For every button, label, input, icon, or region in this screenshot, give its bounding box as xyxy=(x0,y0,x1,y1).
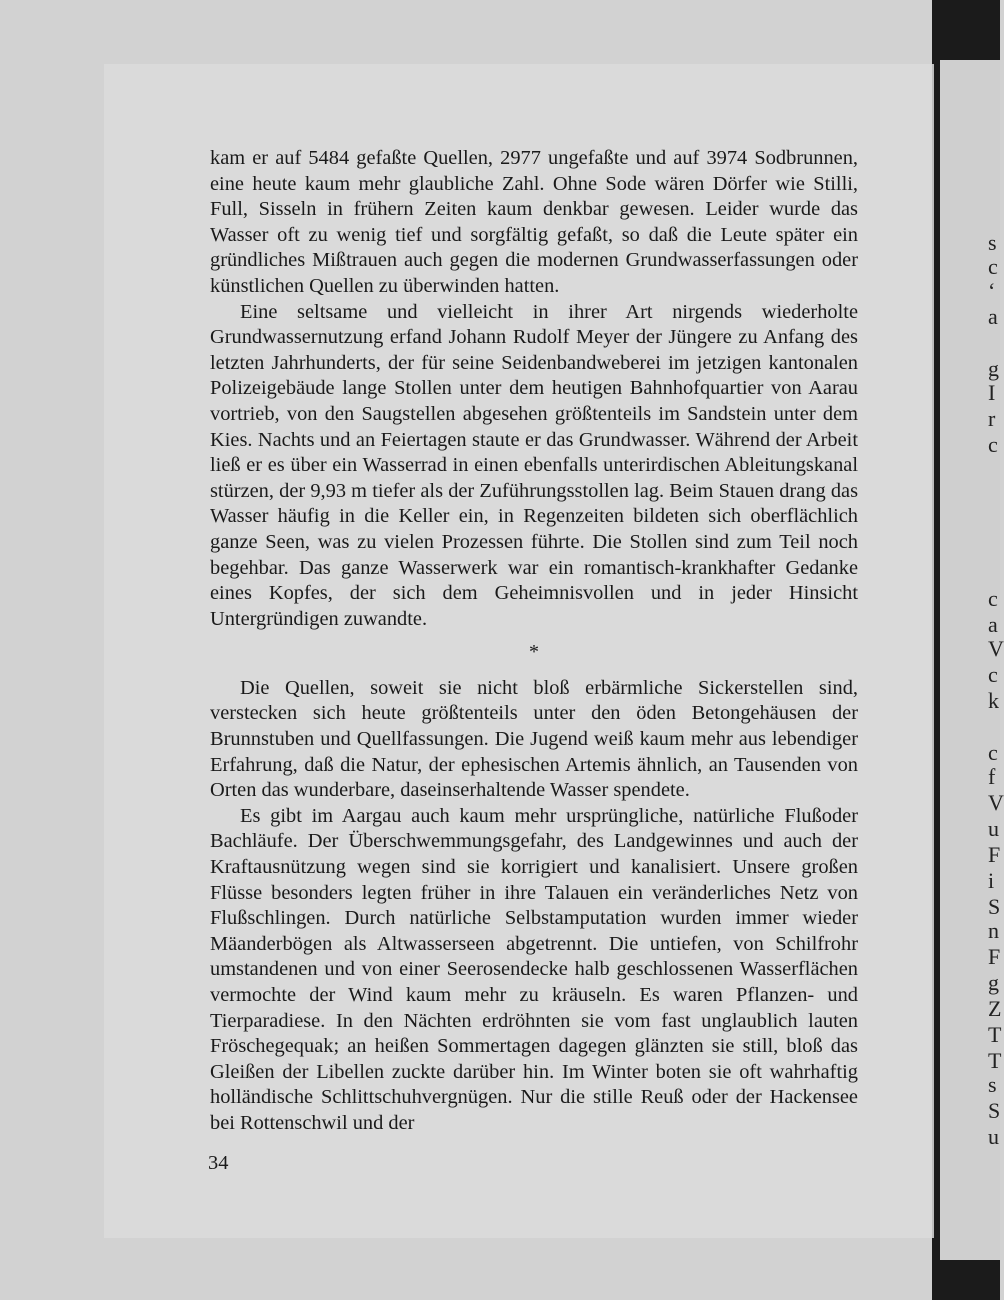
facing-page-letter: g xyxy=(988,356,999,381)
facing-page-letter: r xyxy=(988,406,996,431)
book-page xyxy=(104,64,934,1238)
facing-page-letter: c xyxy=(988,586,998,611)
page-number: 34 xyxy=(208,1152,229,1174)
facing-page-letter: u xyxy=(988,816,999,841)
section-separator: * xyxy=(529,641,539,664)
facing-page-letter: V xyxy=(988,790,1004,815)
facing-page-letter: F xyxy=(988,842,1001,867)
paragraph-rivers: Es gibt im Aargau auch kaum mehr ursprüngliche, natürliche Flußoder Bachläufe. Der Überschwemmungsgefahr, des Landgewinnes und auch der Kraftausnützung wegen sind sie korrigiert und kanalisiert. Unsere großen Flüsse besonders legten früher in ihre Talauen ein veränderliches Netz von Flußschlingen. Durch natürliche Selbstamputation wurden immer wieder Mäanderbögen als Altwasserseen abgetrennt. Die untiefen, von Schilfrohr umstandenen und von einer Seerosendecke halb geschlossenen Wasserflächen vermochte der Wind kaum mehr zu kräuseln. Es waren Pflanzen- und Tierparadiese. In den Nächten erdröhnten sie vom fast unglaublich lauten Fröschegequak; an heißen Sommertagen dagegen glänzten sie still, bloß das Gleißen der Libellen zuckte darüber hin. Im Winter boten sie oft wahrhaftig holländische Schlittschuhvergnügen. Nur die stille Reuß oder der Hackensee bei Rottenschwil und der xyxy=(210,804,858,1134)
facing-page-letter: g xyxy=(988,970,999,995)
facing-page-letter: c xyxy=(988,254,998,279)
paragraph-springs: Die Quellen, soweit sie nicht bloß erbärmliche Sickerstellen sind, verstecken sich heute größtenteils unter den öden Betongehäusen der Brunnstuben und Quellfassungen. Die Jugend weiß kaum mehr aus lebendiger Erfahrung, daß die Natur, der ephesischen Artemis ähnlich, an Tausenden von Orten das wunderbare, daseinserhaltende Wasser spendete. xyxy=(210,676,858,802)
facing-page-letter: S xyxy=(988,894,1001,919)
facing-page-letter: u xyxy=(988,1124,999,1149)
body-text xyxy=(210,146,858,1137)
paragraph-groundwater-meyer: Eine seltsame und vielleicht in ihrer Art nirgends wiederholte Grundwassernutzung erfand Johann Rudolf Meyer der Jüngere zu Anfang des letzten Jahrhunderts, der für seine Seidenbandweberei im jetzigen kantonalen Polizeigebäude lange Stollen unter dem heutigen Bahnhofquartier von Aarau vortrieb, von den Saugstellen abgesehen größtenteils im Sandstein unter dem Kies. Nachts und an Feiertagen staute er das Grundwasser. Während der Arbeit ließ er es über ein Wasserrad in einen ebenfalls unterirdischen Ableitungskanal stürzen, der 9,93 m tiefer als der Zuführungsstollen lag. Beim Stauen drang das Wasser häufig in die Keller ein, in Regenzeiten bildeten sich oberflächlich ganze Seen, was zu vielen Prozessen führte. Die Stollen sind zum Teil noch begehbar. Das ganze Wasserwerk war ein romantisch-krankhafter Gedanke eines Kopfes, der sich dem Geheimnisvollen und in jeder Hinsicht Untergründigen zuwandte. xyxy=(210,300,858,630)
facing-page-letter: I xyxy=(988,380,996,405)
facing-page-letter: a xyxy=(988,304,998,329)
facing-page-letter: f xyxy=(988,764,996,789)
facing-page-letter: ‘ xyxy=(988,278,996,303)
facing-page-letter: T xyxy=(988,1048,1002,1073)
facing-page-strip xyxy=(940,60,1004,1260)
facing-page-edge xyxy=(932,0,1004,1300)
facing-page-letter: c xyxy=(988,740,998,765)
facing-page-letter: c xyxy=(988,432,998,457)
facing-page-letter: Z xyxy=(988,996,1002,1021)
facing-page-letter: c xyxy=(988,662,998,687)
facing-page-letter: s xyxy=(988,1072,997,1097)
facing-page-letter: s xyxy=(988,230,997,255)
facing-page-letter: S xyxy=(988,1098,1001,1123)
facing-page-letter: V xyxy=(988,636,1004,661)
facing-page-letter: k xyxy=(988,688,999,713)
facing-page-letter: n xyxy=(988,918,999,943)
facing-page-letter: T xyxy=(988,1022,1002,1047)
paragraph-wells: kam er auf 5484 gefaßte Quellen, 2977 ungefaßte und auf 3974 Sodbrunnen, eine heute kaum mehr glaubliche Zahl. Ohne Sode wären Dörfer wie Stilli, Full, Sisseln in frühern Zeiten kaum denkbar gewesen. Leider wurde das Wasser oft zu wenig tief und sorgfältig gefaßt, so daß die Leute später ein gründliches Mißtrauen auch gegen die modernen Grundwasserfassungen oder künstlichen Quellen zu überwinden hatten. xyxy=(210,147,858,297)
facing-page-letter: a xyxy=(988,612,998,637)
facing-page-letter: i xyxy=(988,868,995,893)
facing-page-letter: F xyxy=(988,944,1001,969)
